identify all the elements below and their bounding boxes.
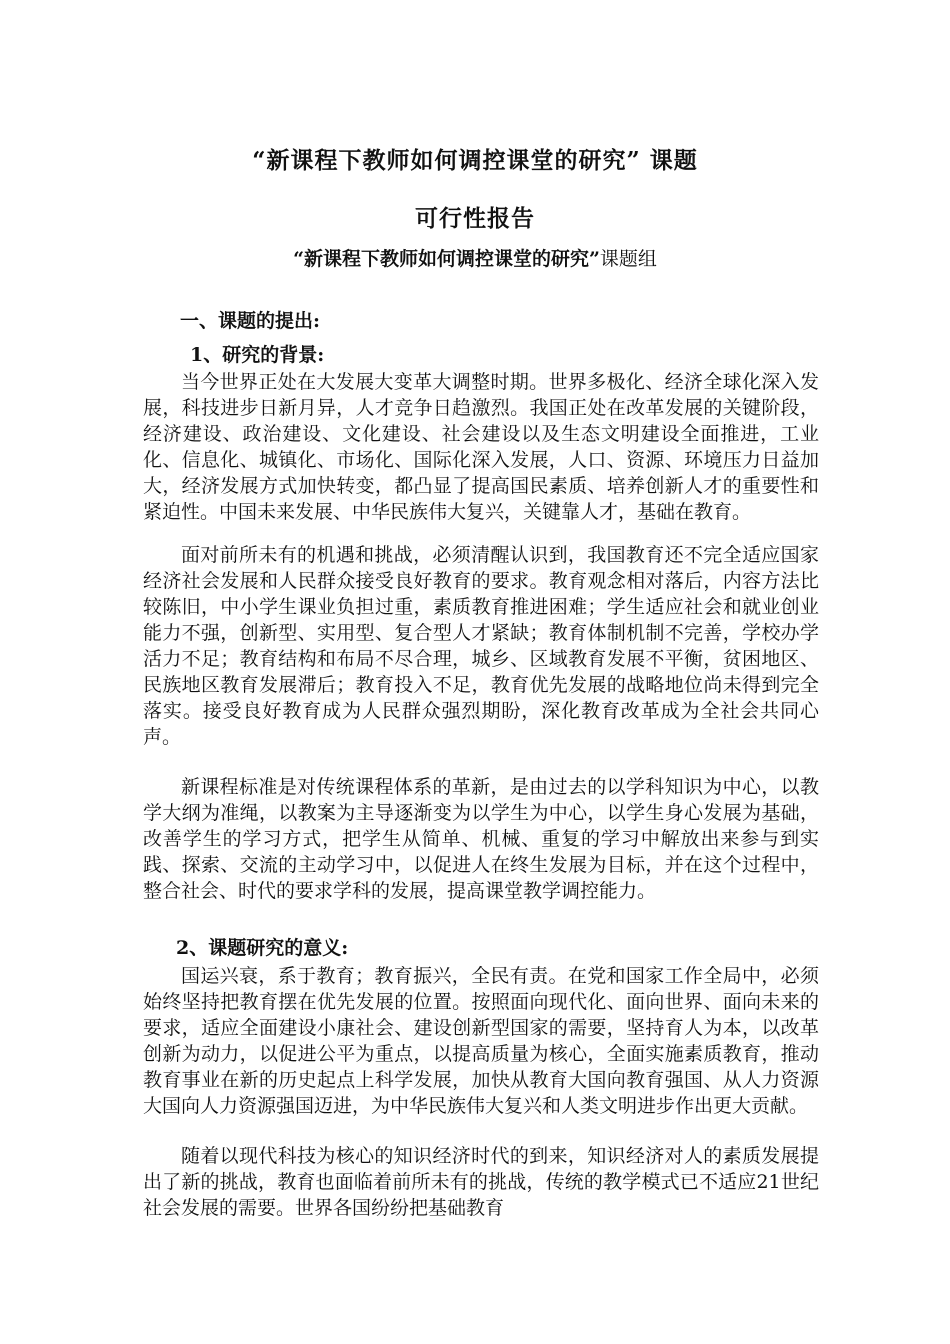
subsection-heading-background: 1、研究的背景: — [190, 344, 325, 366]
section-heading-1: 一、课题的提出: — [180, 310, 321, 332]
report-author-line — [0, 244, 950, 271]
paragraph-background-1: 当今世界正处在大发展大变革大调整时期。世界多极化、经济全球化深入发展，科技进步日新月异，人才竞争日趋激烈。我国正处在改革发展的关键阶段，经济建设、政治建设、文化建设、社会建设以及生态文明建设全面推进，工业化、信息化、城镇化、市场化、国际化深入发展，人口、资源、环境压力日益加大，经济发展方式加快转变，都凸显了提高国民素质、培养创新人才的重要性和紧迫性。中国未来发展、中华民族伟大复兴，关键靠人才，基础在教育。 — [143, 371, 819, 523]
report-title-line2: 可行性报告 — [415, 205, 535, 232]
paragraph-background-3: 新课程标准是对传统课程体系的革新，是由过去的以学科知识为中心，以教学大纲为准绳，以教案为主导逐渐变为以学生为中心，以学生身心发展为基础，改善学生的学习方式，把学生从简单、机械、重复的学习中解放出来参与到实践、探索、交流的主动学习中，以促进人在终生发展为目标，并在这个过程中，整合社会、时代的要求学科的发展，提高课堂教学调控能力。 — [143, 776, 819, 902]
paragraph-significance-1: 国运兴衰，系于教育；教育振兴，全民有责。在党和国家工作全局中，必须始终坚持把教育摆在优先发展的位置。按照面向现代化、面向世界、面向未来的要求，适应全面建设小康社会、建设创新型国家的需要，坚持育人为本，以改革创新为动力，以促进公平为重点，以提高质量为核心，全面实施素质教育，推动教育事业在新的历史起点上科学发展，加快从教育大国向教育强国、从人力资源大国向人力资源强国迈进，为中华民族伟大复兴和人类文明进步作出更大贡献。 — [143, 965, 819, 1117]
paragraph-background-2: 面对前所未有的机遇和挑战，必须清醒认识到，我国教育还不完全适应国家经济社会发展和人民群众接受良好教育的要求。教育观念相对落后，内容方法比较陈旧，中小学生课业负担过重，素质教育推进困难；学生适应社会和就业创业能力不强，创新型、实用型、复合型人才紧缺；教育体制机制不完善，学校办学活力不足；教育结构和布局不尽合理，城乡、区域教育发展不平衡，贫困地区、民族地区教育发展滞后；教育投入不足，教育优先发展的战略地位尚未得到完全落实。接受良好教育成为人民群众强烈期盼，深化教育改革成为全社会共同心声。 — [143, 544, 819, 748]
report-title: “新课程下教师如何调控课堂的研究” 课题 — [252, 147, 698, 174]
author-group-name: “新课程下教师如何调控课堂的研究” — [293, 248, 600, 270]
paragraph-significance-2: 随着以现代科技为核心的知识经济时代的到来，知识经济对人的素质发展提出了新的挑战，教育也面临着前所未有的挑战，传统的教学模式已不适应21世纪社会发展的需要。世界各国纷纷把基础教育 — [143, 1145, 819, 1219]
subsection-heading-significance: 2、课题研究的意义: — [176, 937, 349, 959]
author-group-suffix: 课题组 — [599, 248, 657, 270]
